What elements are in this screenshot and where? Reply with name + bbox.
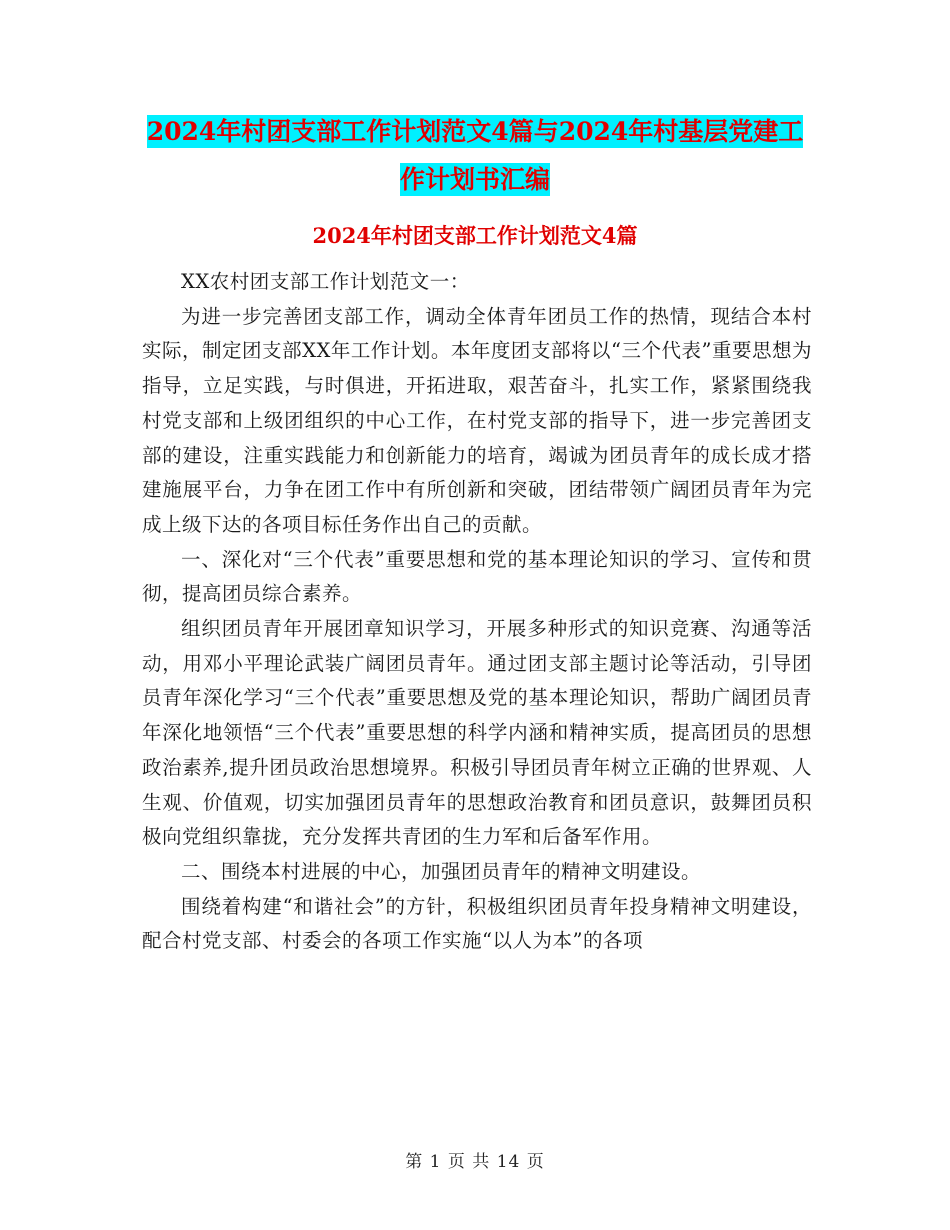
paragraph: 组织团员青年开展团章知识学习，开展多种形式的知识竞赛、沟通等活动，用邓小平理论武装广阔团员青年。通过团支部主题讨论等活动，引导团员青年深化学习“三个代表”重要思想及党的基本理论知识，帮助广阔团员青年深化地领悟“三个代表”重要思想的科学内涵和精神实质，提高团员的思想政治素养,提升团员政治思想境界。积极引导团员青年树立正确的世界观、人生观、价值观，切实加强团员青年的思想政治教育和团员意识，鼓舞团员积极向党组织靠拢，充分发挥共青团的生力军和后备军作用。 — [142, 617, 812, 849]
document-title — [140, 108, 810, 204]
paragraph: 一、深化对“三个代表”重要思想和党的基本理论知识的学习、宣传和贯彻，提高团员综合素养。 — [142, 547, 812, 606]
section-title: 2024年村团支部工作计划范文4篇 — [312, 223, 638, 248]
paragraph: XX农村团支部工作计划范文一： — [181, 270, 470, 293]
paragraph: 围绕着构建“和谐社会”的方针，积极组织团员青年投身精神文明建设，配合村党支部、村委会的各项工作实施“以人为本”的各项 — [142, 894, 812, 953]
page-number-footer: 第 1 页 共 14 页 — [405, 1152, 545, 1172]
document-body — [142, 265, 812, 959]
paragraph: 二、围绕本村进展的中心，加强团员青年的精神文明建设。 — [181, 859, 702, 883]
document-title-text: 2024年村团支部工作计划范文4篇与2024年村基层党建工作计划书汇编 — [146, 117, 804, 194]
paragraph: 为进一步完善团支部工作，调动全体青年团员工作的热情，现结合本村实际，制定团支部XX年工作计划。本年度团支部将以“三个代表”重要思想为指导，立足实践，与时俱进，开拓进取，艰苦奋斗，扎实工作，紧紧围绕我村党支部和上级团组织的中心工作，在村党支部的指导下，进一步完善团支部的建设，注重实践能力和创新能力的培育，竭诚为团员青年的成长成才搭建施展平台，力争在团工作中有所创新和突破，团结带领广阔团员青年为完成上级下达的各项目标任务作出自己的贡献。 — [142, 304, 812, 536]
